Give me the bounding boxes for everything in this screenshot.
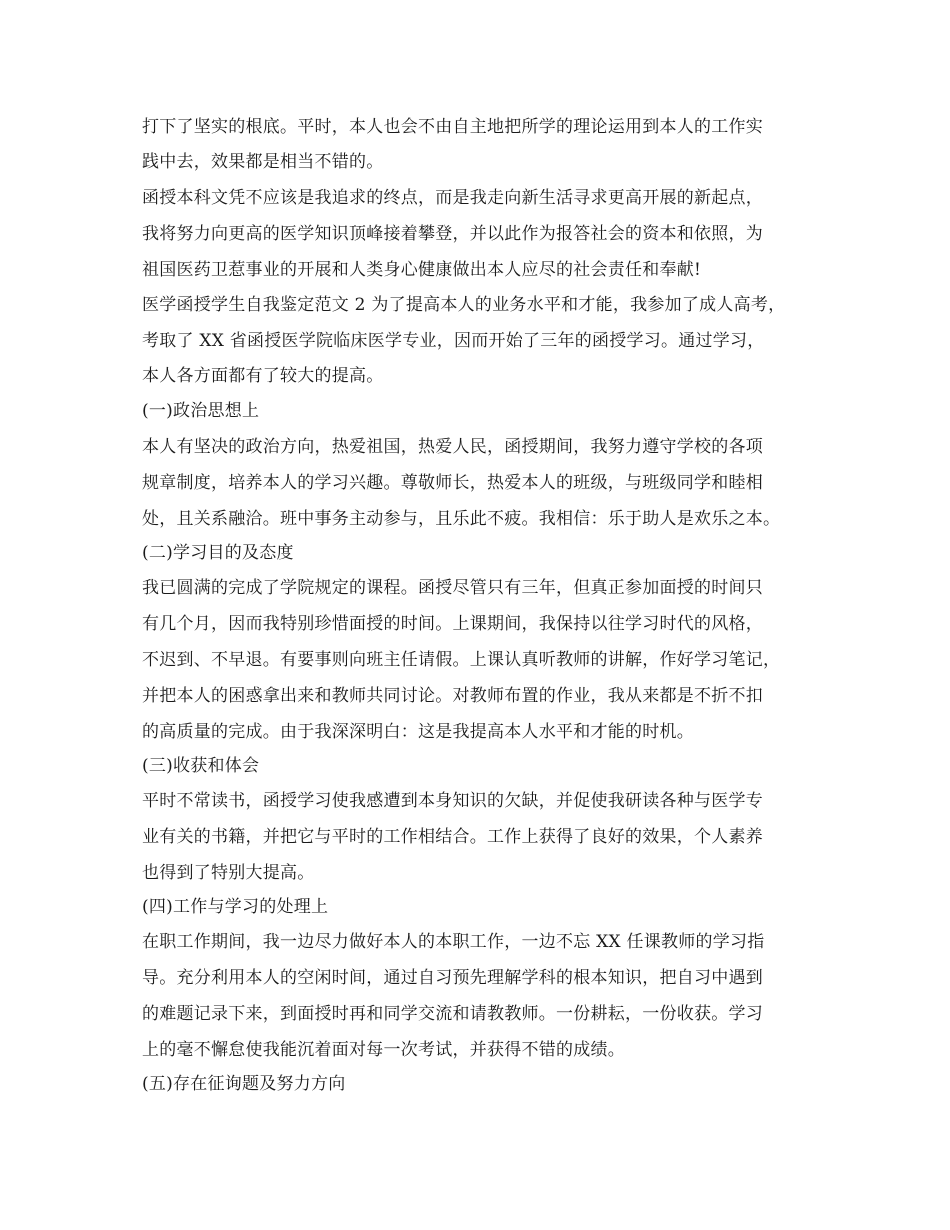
text-line: 导。充分利用本人的空闲时间，通过自习预先理解学科的根本知识，把自习中遇到 bbox=[142, 968, 763, 988]
text-line: 有几个月，因而我特别珍惜面授的时间。上课期间，我保持以往学习时代的风格， bbox=[142, 614, 763, 634]
text-line: 践中去，效果都是相当不错的。 bbox=[142, 152, 384, 172]
section-heading: (二)学习目的及态度 bbox=[142, 543, 294, 563]
text-line: 函授本科文凭不应该是我追求的终点，而是我走向新生活寻求更高开展的新起点， bbox=[142, 188, 763, 208]
text-line: 本人有坚决的政治方向，热爱祖国，热爱人民，函授期间，我努力遵守学校的各项 bbox=[142, 437, 763, 457]
text-line: 并把本人的困惑拿出来和教师共同讨论。对教师布置的作业，我从来都是不折不扣 bbox=[142, 686, 763, 706]
section-heading: (五)存在征询题及努力方向 bbox=[142, 1074, 346, 1094]
text-line: 考取了 XX 省函授医学院临床医学专业，因而开始了三年的函授学习。通过学习， bbox=[142, 331, 765, 351]
section-heading: (三)收获和体会 bbox=[142, 756, 260, 776]
text-line: 打下了坚实的根底。平时，本人也会不由自主地把所学的理论运用到本人的工作实 bbox=[142, 117, 763, 137]
text-line: 的高质量的完成。由于我深深明白：这是我提高本人水平和才能的时机。 bbox=[142, 722, 694, 742]
text-line: 上的毫不懈怠使我能沉着面对每一次考试，并获得不错的成绩。 bbox=[142, 1040, 625, 1060]
section-heading: (四)工作与学习的处理上 bbox=[142, 897, 329, 917]
text-line: 在职工作期间，我一边尽力做好本人的本职工作，一边不忘 XX 任课教师的学习指 bbox=[142, 932, 765, 952]
text-line: 处，且关系融洽。班中事务主动参与，且乐此不疲。我相信：乐于助人是欢乐之本。 bbox=[142, 509, 781, 529]
text-line: 不迟到、不早退。有要事则向班主任请假。上课认真听教师的讲解，作好学习笔记， bbox=[142, 650, 781, 670]
section-heading: (一)政治思想上 bbox=[142, 401, 260, 421]
text-line: 我已圆满的完成了学院规定的课程。函授尽管只有三年，但真正参加面授的时间只 bbox=[142, 578, 763, 598]
text-line: 本人各方面都有了较大的提高。 bbox=[142, 366, 384, 386]
text-line: 业有关的书籍，并把它与平时的工作相结合。工作上获得了良好的效果，个人素养 bbox=[142, 827, 763, 847]
text-line: 规章制度，培养本人的学习兴趣。尊敬师长，热爱本人的班级，与班级同学和睦相 bbox=[142, 473, 763, 493]
text-line: 平时不常读书，函授学习使我感遭到本身知识的欠缺，并促使我研读各种与医学专 bbox=[142, 791, 763, 811]
text-line: 的难题记录下来，到面授时再和同学交流和请教教师。一份耕耘，一份收获。学习 bbox=[142, 1004, 763, 1024]
text-line: 也得到了特别大提高。 bbox=[142, 863, 315, 883]
text-line: 医学函授学生自我鉴定范文 2 为了提高本人的业务水平和才能，我参加了成人高考， bbox=[142, 295, 786, 315]
text-line: 祖国医药卫惹事业的开展和人类身心健康做出本人应尽的社会责任和奉献! bbox=[142, 260, 702, 280]
text-line: 我将努力向更高的医学知识顶峰接着攀登，并以此作为报答社会的资本和依照，为 bbox=[142, 224, 763, 244]
